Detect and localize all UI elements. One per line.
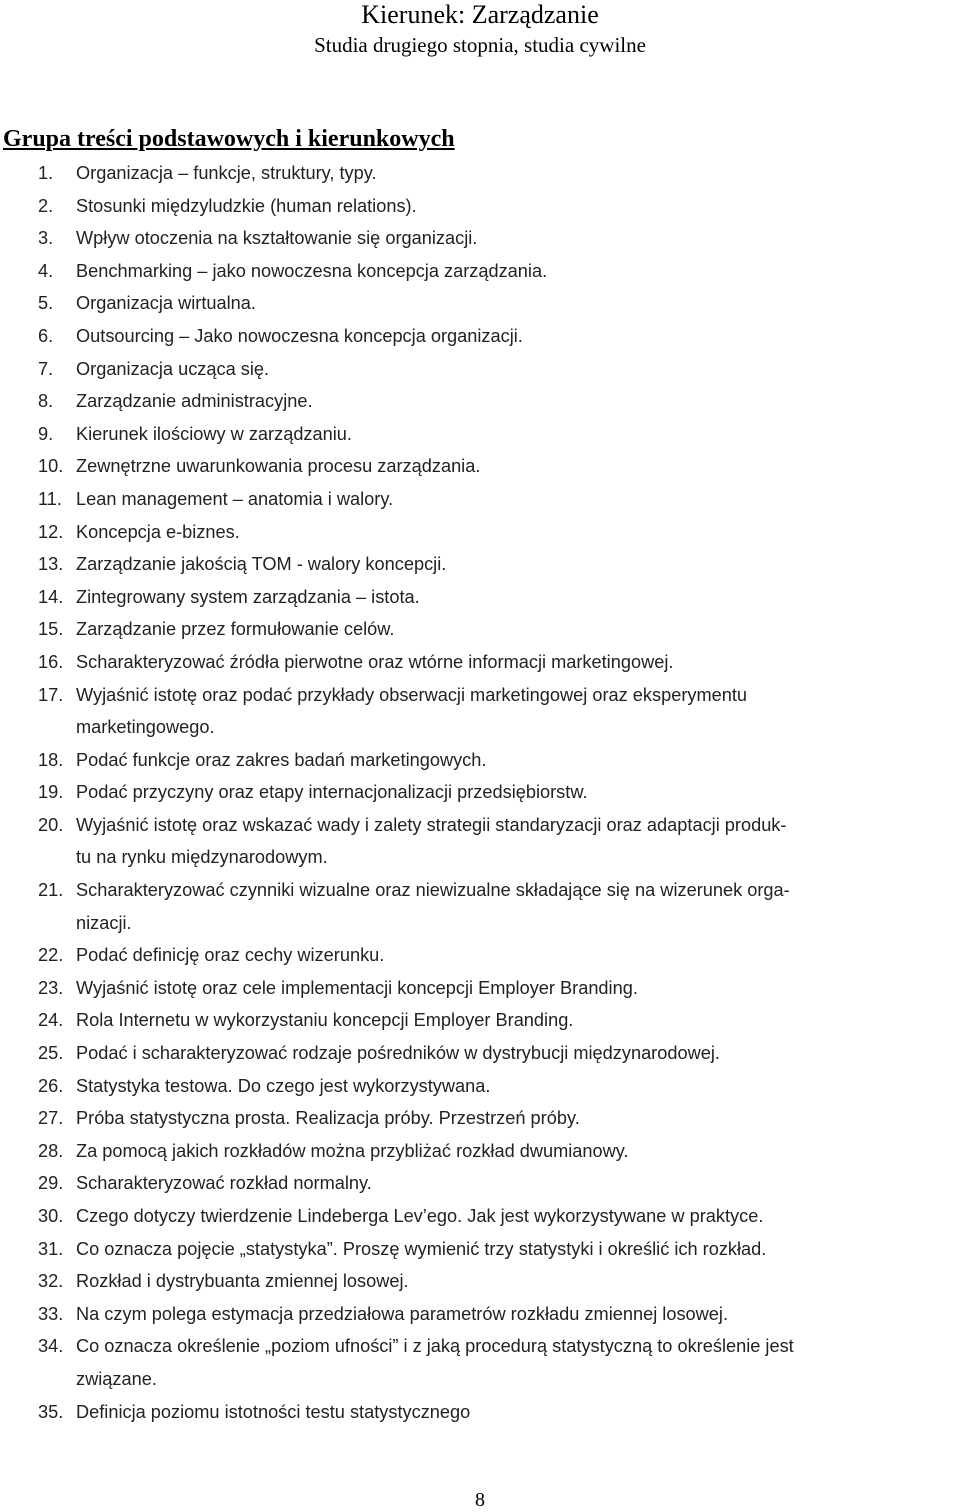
list-item-number: 32. bbox=[38, 1271, 64, 1292]
list-item-number: 20. bbox=[38, 814, 64, 835]
list-item-line: Za pomocą jakich rozkładów można przybliżać rozkład dwumianowy. bbox=[76, 1140, 629, 1161]
list-item-text bbox=[76, 287, 958, 320]
list-item-number: 13. bbox=[38, 554, 64, 575]
list-item-line: Zarządzanie jakością TOM - walory koncepcji. bbox=[76, 554, 447, 575]
list-item bbox=[38, 1200, 958, 1233]
list-item-number: 9. bbox=[38, 423, 54, 444]
list-item-line: Definicja poziomu istotności testu statystycznego bbox=[76, 1401, 471, 1422]
list-item-line: związane. bbox=[76, 1368, 157, 1389]
list-item bbox=[38, 418, 958, 451]
list-item-number: 12. bbox=[38, 521, 64, 542]
list-item bbox=[38, 1265, 958, 1298]
list-item-text bbox=[76, 483, 958, 516]
list-item-number: 15. bbox=[38, 619, 64, 640]
list-item bbox=[38, 679, 958, 744]
document-header bbox=[0, 0, 960, 58]
document-subtitle: Studia drugiego stopnia, studia cywilne bbox=[314, 33, 646, 57]
list-item-number: 22. bbox=[38, 945, 64, 966]
list-item bbox=[38, 939, 958, 972]
list-item-line: Zewnętrzne uwarunkowania procesu zarządzania. bbox=[76, 456, 481, 477]
list-item-text bbox=[76, 972, 958, 1005]
list-item-number: 26. bbox=[38, 1075, 64, 1096]
list-item-line: Zintegrowany system zarządzania – istota. bbox=[76, 586, 420, 607]
list-item bbox=[38, 874, 958, 939]
list-item bbox=[38, 1102, 958, 1135]
list-item bbox=[38, 1070, 958, 1103]
list-item-line: Wyjaśnić istotę oraz podać przykłady obserwacji marketingowej oraz eksperymentu bbox=[76, 684, 748, 705]
list-item bbox=[38, 287, 958, 320]
list-item-number: 14. bbox=[38, 586, 64, 607]
list-item-text bbox=[76, 1200, 958, 1233]
list-item-line: Podać funkcje oraz zakres badań marketingowych. bbox=[76, 749, 487, 770]
list-item-line: Scharakteryzować czynniki wizualne oraz niewizualne składające się na wizerunek orga- bbox=[76, 880, 790, 901]
list-item bbox=[38, 1396, 958, 1429]
list-item-line: Podać definicję oraz cechy wizerunku. bbox=[76, 945, 385, 966]
list-item-line: Scharakteryzować rozkład normalny. bbox=[76, 1173, 372, 1194]
list-item-number: 3. bbox=[38, 228, 54, 249]
list-item-line: Czego dotyczy twierdzenie Lindeberga Lev’ego. Jak jest wykorzystywane w praktyce. bbox=[76, 1206, 764, 1226]
list-item-line: Na czym polega estymacja przedziałowa parametrów rozkładu zmiennej losowej. bbox=[76, 1303, 729, 1324]
list-item-number: 21. bbox=[38, 880, 64, 901]
list-item-line: nizacji. bbox=[76, 912, 132, 933]
section-heading: Grupa treści podstawowych i kierunkowych bbox=[3, 126, 455, 152]
list-item-line: Statystyka testowa. Do czego jest wykorzystywana. bbox=[76, 1075, 491, 1096]
list-item-text bbox=[76, 320, 958, 353]
list-item-line: Wyjaśnić istotę oraz wskazać wady i zalety strategii standaryzacji oraz adaptacji produk- bbox=[76, 814, 787, 835]
list-item-number: 16. bbox=[38, 651, 64, 672]
list-item bbox=[38, 320, 958, 353]
list-item bbox=[38, 516, 958, 549]
list-item-text bbox=[76, 353, 958, 386]
list-item-text bbox=[76, 222, 958, 255]
list-item-number: 29. bbox=[38, 1173, 64, 1194]
list-item bbox=[38, 255, 958, 288]
list-item bbox=[38, 1298, 958, 1331]
list-item bbox=[38, 809, 958, 874]
list-item-line: Zarządzanie administracyjne. bbox=[76, 391, 313, 412]
list-item-line: Podać i scharakteryzować rodzaje pośredników w dystrybucji międzynarodowej. bbox=[76, 1043, 720, 1064]
list-item-number: 31. bbox=[38, 1238, 64, 1259]
list-item-line: Podać przyczyny oraz etapy internacjonalizacji przedsiębiorstw. bbox=[76, 782, 588, 803]
list-item-text bbox=[76, 1004, 958, 1037]
list-item-number: 23. bbox=[38, 977, 64, 998]
list-item-text bbox=[76, 1265, 958, 1298]
list-item-text bbox=[76, 1070, 958, 1103]
list-item-text bbox=[76, 385, 958, 418]
list-item bbox=[38, 646, 958, 679]
list-item-line: Organizacja wirtualna. bbox=[76, 293, 256, 314]
list-item bbox=[38, 1330, 958, 1395]
list-item-number: 7. bbox=[38, 358, 54, 379]
list-item bbox=[38, 450, 958, 483]
list-item-line: Organizacja – funkcje, struktury, typy. bbox=[76, 163, 377, 183]
list-item-line: Co oznacza pojęcie „statystyka”. Proszę wymienić trzy statystyki i określić ich rozkład. bbox=[76, 1238, 767, 1259]
list-item-line: Koncepcja e-biznes. bbox=[76, 521, 240, 542]
list-item-number: 6. bbox=[38, 325, 54, 346]
list-item bbox=[38, 1135, 958, 1168]
list-item-line: Rozkład i dystrybuanta zmiennej losowej. bbox=[76, 1271, 409, 1292]
list-item-line: tu na rynku międzynarodowym. bbox=[76, 847, 328, 868]
list-item-line: Rola Internetu w wykorzystaniu koncepcji Employer Branding. bbox=[76, 1010, 574, 1031]
list-item-number: 35. bbox=[38, 1401, 64, 1422]
list-item bbox=[38, 1037, 958, 1070]
list-item bbox=[38, 1167, 958, 1200]
list-item bbox=[38, 776, 958, 809]
list-item-line: Stosunki międzyludzkie (human relations). bbox=[76, 195, 417, 216]
list-item-text bbox=[76, 1330, 958, 1395]
list-item-text bbox=[76, 190, 958, 223]
list-item-number: 4. bbox=[38, 260, 54, 281]
list-item-text bbox=[76, 1233, 958, 1266]
list-item-line: marketingowego. bbox=[76, 717, 215, 738]
list-item-number: 30. bbox=[38, 1206, 64, 1226]
list-item-number: 24. bbox=[38, 1010, 64, 1031]
list-item-text bbox=[76, 516, 958, 549]
list-item bbox=[38, 190, 958, 223]
list-item-text bbox=[76, 679, 958, 744]
list-item-text bbox=[76, 450, 958, 483]
list-item-text bbox=[76, 255, 958, 288]
list-item-line: Wyjaśnić istotę oraz cele implementacji koncepcji Employer Branding. bbox=[76, 977, 638, 998]
list-item-line: Kierunek ilościowy w zarządzaniu. bbox=[76, 423, 352, 444]
list-item-number: 34. bbox=[38, 1336, 64, 1357]
list-item bbox=[38, 581, 958, 614]
list-item-number: 25. bbox=[38, 1043, 64, 1064]
list-item-text bbox=[76, 418, 958, 451]
list-item-text bbox=[76, 1135, 958, 1168]
list-item-number: 33. bbox=[38, 1303, 64, 1324]
document-title: Kierunek: Zarządzanie bbox=[361, 0, 599, 29]
list-item-number: 5. bbox=[38, 293, 54, 314]
list-item-number: 19. bbox=[38, 782, 64, 803]
list-item bbox=[38, 222, 958, 255]
list-item bbox=[38, 972, 958, 1005]
list-item-line: Lean management – anatomia i walory. bbox=[76, 488, 394, 509]
list-item-text bbox=[76, 809, 958, 874]
list-item-line: Scharakteryzować źródła pierwotne oraz wtórne informacji marketingowej. bbox=[76, 651, 674, 672]
list-item-text bbox=[76, 1167, 958, 1200]
list-item-number: 10. bbox=[38, 456, 64, 477]
list-item-text bbox=[76, 1102, 958, 1135]
list-item-text bbox=[76, 548, 958, 581]
list-item bbox=[38, 385, 958, 418]
list-item-number: 8. bbox=[38, 391, 54, 412]
list-item-line: Próba statystyczna prosta. Realizacja próby. Przestrzeń próby. bbox=[76, 1108, 580, 1129]
page-number: 8 bbox=[475, 1489, 485, 1511]
list-item-text bbox=[76, 776, 958, 809]
list-item bbox=[38, 157, 958, 190]
list-item-number: 11. bbox=[38, 488, 62, 509]
list-item bbox=[38, 1233, 958, 1266]
list-item bbox=[38, 1004, 958, 1037]
list-item-line: Zarządzanie przez formułowanie celów. bbox=[76, 619, 395, 640]
list-item-line: Organizacja ucząca się. bbox=[76, 358, 270, 379]
list-item-number: 18. bbox=[38, 749, 64, 770]
list-item-text bbox=[76, 939, 958, 972]
list-item bbox=[38, 353, 958, 386]
list-item-text bbox=[76, 744, 958, 777]
list-item-text bbox=[76, 157, 958, 190]
list-item-line: Outsourcing – Jako nowoczesna koncepcja organizacji. bbox=[76, 325, 523, 346]
list-item-text bbox=[76, 646, 958, 679]
list-item-number: 27. bbox=[38, 1108, 64, 1129]
list-item-line: Benchmarking – jako nowoczesna koncepcja zarządzania. bbox=[76, 260, 548, 281]
list-item-text bbox=[76, 613, 958, 646]
list-item bbox=[38, 613, 958, 646]
list-item-line: Wpływ otoczenia na kształtowanie się organizacji. bbox=[76, 228, 478, 249]
list-item-text bbox=[76, 581, 958, 614]
list-item-number: 28. bbox=[38, 1140, 64, 1161]
list-item-text bbox=[76, 1037, 958, 1070]
topic-list bbox=[38, 157, 958, 1428]
list-item-text bbox=[76, 1298, 958, 1331]
list-item-line: Co oznacza określenie „poziom ufności” i z jaką procedurą statystyczną to określenie jest bbox=[76, 1336, 794, 1357]
list-item bbox=[38, 744, 958, 777]
list-item-text bbox=[76, 1396, 958, 1429]
list-item bbox=[38, 483, 958, 516]
list-item bbox=[38, 548, 958, 581]
list-item-number: 2. bbox=[38, 195, 54, 216]
list-item-number: 1. bbox=[38, 163, 54, 183]
list-item-text bbox=[76, 874, 958, 939]
list-item-number: 17. bbox=[38, 684, 64, 705]
